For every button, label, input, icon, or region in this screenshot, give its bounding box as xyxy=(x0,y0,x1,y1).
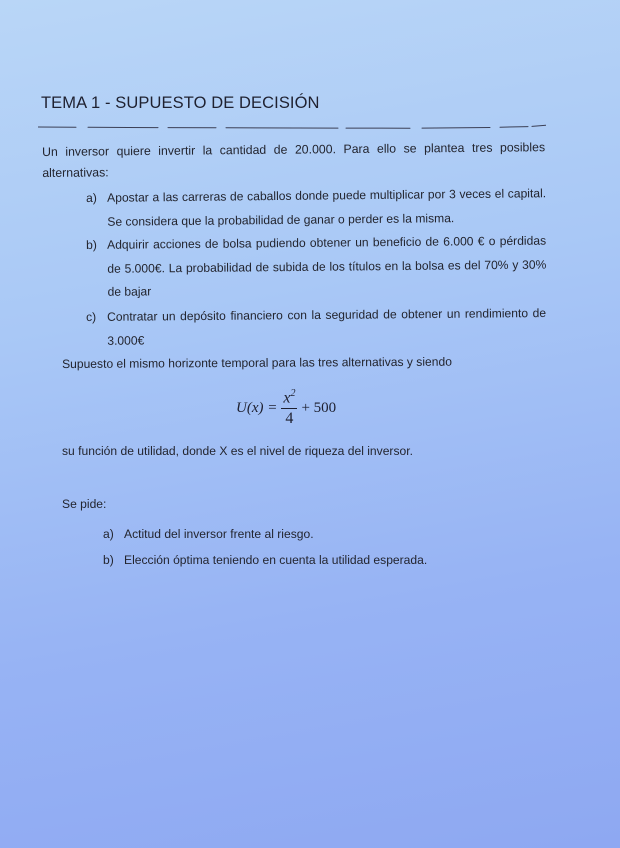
ask-a xyxy=(103,521,427,547)
formula-exponent: 2 xyxy=(290,388,296,399)
formula-fraction xyxy=(281,388,297,428)
ask-marker: b) xyxy=(103,553,114,567)
asks-list xyxy=(103,521,427,573)
utility-description: su función de utilidad, donde X es el nivel de riqueza del inversor. xyxy=(62,444,413,458)
premise-text: Supuesto el mismo horizonte temporal para las tres alternativas y siendo xyxy=(62,354,452,371)
alternative-marker: b) xyxy=(86,237,97,252)
intro-paragraph: Un inversor quiere invertir la cantidad de 20.000. Para ello se plantea tres posibles alternativas: xyxy=(42,140,546,180)
formula-rhs: + 500 xyxy=(301,399,337,416)
alternative-text: Contratar un depósito financiero con la seguridad de obtener un rendimiento de 3.000€ xyxy=(107,305,547,348)
alternative-b xyxy=(86,230,547,305)
formula-lhs: U(x) = xyxy=(236,399,278,416)
utility-formula xyxy=(236,388,336,428)
alternative-a xyxy=(86,182,546,234)
asks-heading: Se pide: xyxy=(62,497,107,511)
page-title: TEMA 1 - SUPUESTO DE DECISIÓN xyxy=(41,94,320,112)
ask-text: Elección óptima teniendo en cuenta la utilidad esperada. xyxy=(124,553,428,567)
alternative-c xyxy=(86,302,546,353)
ask-b xyxy=(103,547,427,573)
alternative-text: Apostar a las carreras de caballos donde puede multiplicar por 3 veces el capital. Se considera que la probabilidad de ganar o perder es la misma. xyxy=(107,186,547,229)
formula-denominator: 4 xyxy=(285,410,294,428)
ask-marker: a) xyxy=(103,527,114,541)
alternative-text: Adquirir acciones de bolsa pudiendo obtener un beneficio de 6.000 € o pérdidas de 5.000€. La probabilidad de subida de los títulos en la bolsa es del 70% y 30% de bajar xyxy=(107,233,547,299)
alternative-marker: a) xyxy=(86,190,97,205)
ask-text: Actitud del inversor frente al riesgo. xyxy=(124,527,314,541)
formula-numerator xyxy=(281,388,297,409)
alternative-marker: c) xyxy=(86,309,97,324)
formula-numerator-base: x xyxy=(283,389,291,407)
title-underline xyxy=(38,122,546,134)
